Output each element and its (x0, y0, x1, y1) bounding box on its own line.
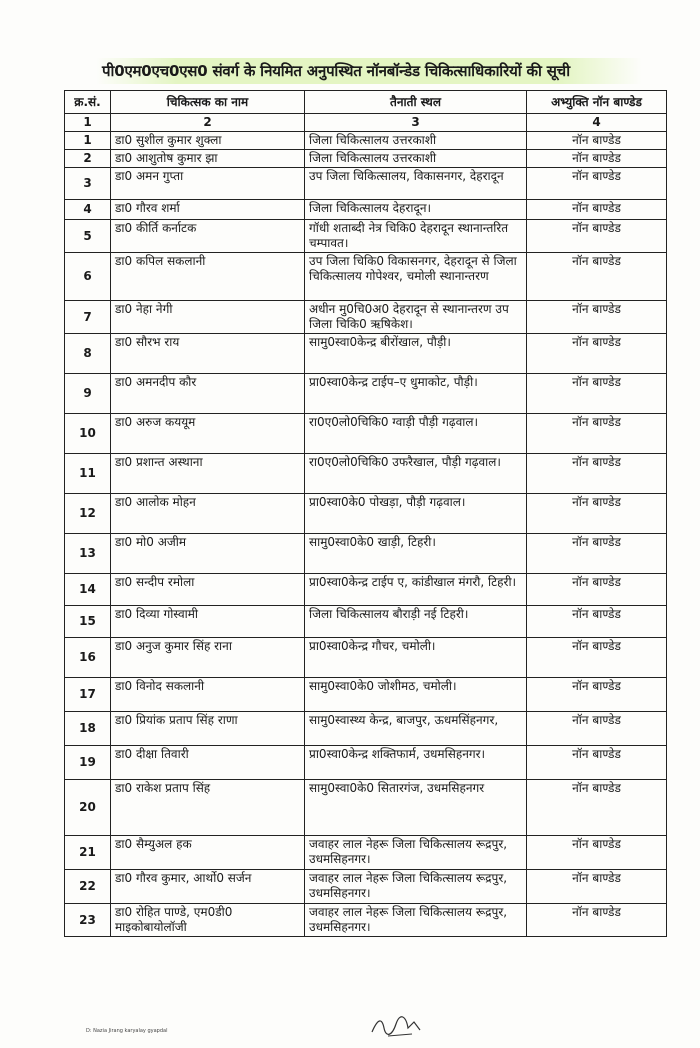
remarks-cell: नॉन बाण्डेड (527, 870, 667, 904)
remarks-cell: नॉन बाण्डेड (527, 200, 667, 220)
posting-place-cell: जिला चिकित्सालय देहरादून। (305, 200, 527, 220)
remarks-cell: नॉन बाण्डेड (527, 638, 667, 678)
posting-place-cell: सामु0स्वा0केन्द्र बीरोंखाल, पौड़ी। (305, 334, 527, 374)
posting-place-cell: जवाहर लाल नेहरू जिला चिकित्सालय रूद्रपुर, उधमसिहनगर। (305, 836, 527, 870)
doctor-name-cell: डा0 गौरव कुमार, आर्थो0 सर्जन (111, 870, 305, 904)
serial-number-cell: 15 (65, 606, 111, 638)
serial-number-cell: 5 (65, 220, 111, 253)
serial-number-cell: 2 (65, 150, 111, 168)
remarks-cell: नॉन बाण्डेड (527, 253, 667, 301)
serial-number-cell: 17 (65, 678, 111, 712)
table-row (65, 454, 667, 494)
serial-number-cell: 20 (65, 780, 111, 836)
header-serial-number: क्र.सं. (65, 91, 111, 114)
table-row (65, 534, 667, 574)
serial-number-cell: 7 (65, 301, 111, 334)
header-remarks: अभ्युक्ति नॉन बाण्डेड (527, 91, 667, 114)
posting-place-cell: सामु0स्वास्थ्य केन्द्र, बाजपुर, ऊधमसिंहनगर, (305, 712, 527, 746)
serial-number-cell: 3 (65, 168, 111, 200)
table-row (65, 150, 667, 168)
table-row (65, 253, 667, 301)
doctor-name-cell: डा0 सैम्युअल हक (111, 836, 305, 870)
doctor-name-cell: डा0 प्रियांक प्रताप सिंह राणा (111, 712, 305, 746)
posting-place-cell: सामु0स्वा0के0 जोशीमठ, चमोली। (305, 678, 527, 712)
doctor-name-cell: डा0 नेहा नेगी (111, 301, 305, 334)
doctor-name-cell: डा0 अमनदीप कौर (111, 374, 305, 414)
posting-place-cell: रा0ए0लो0चिकि0 ग्वाड़ी पौड़ी गढ़वाल। (305, 414, 527, 454)
serial-number-cell: 4 (65, 200, 111, 220)
doctor-name-cell: डा0 सौरभ राय (111, 334, 305, 374)
posting-place-cell: उप जिला चिकि0 विकासनगर, देहरादून से जिला चिकित्सालय गोपेश्वर, चमोली स्थानान्तरण (305, 253, 527, 301)
serial-number-cell: 14 (65, 574, 111, 606)
remarks-cell: नॉन बाण्डेड (527, 334, 667, 374)
serial-number-cell: 22 (65, 870, 111, 904)
serial-number-cell: 1 (65, 132, 111, 150)
doctor-name-cell: डा0 अरुज कययूम (111, 414, 305, 454)
remarks-cell: नॉन बाण्डेड (527, 534, 667, 574)
header-posting-place: तैनाती स्थल (305, 91, 527, 114)
column-number: 4 (527, 114, 667, 132)
posting-place-cell: जवाहर लाल नेहरू जिला चिकित्सालय रूद्रपुर, उधमसिहनगर। (305, 870, 527, 904)
remarks-cell: नॉन बाण्डेड (527, 454, 667, 494)
signature-mark (368, 1010, 428, 1040)
posting-place-cell: प्रा0स्वा0केन्द्र शक्तिफार्म, उधमसिहनगर। (305, 746, 527, 780)
serial-number-cell: 13 (65, 534, 111, 574)
posting-place-cell: प्रा0स्वा0केन्द्र गौचर, चमोली। (305, 638, 527, 678)
table-row (65, 678, 667, 712)
remarks-cell: नॉन बाण्डेड (527, 746, 667, 780)
doctor-list-table (64, 90, 667, 937)
posting-place-cell: प्रा0स्वा0के0 पोखड़ा, पौड़ी गढ़वाल। (305, 494, 527, 534)
table-row (65, 494, 667, 534)
column-number: 1 (65, 114, 111, 132)
table-row (65, 904, 667, 937)
doctor-name-cell: डा0 दीक्षा तिवारी (111, 746, 305, 780)
table-row (65, 574, 667, 606)
posting-place-cell: सामु0स्वा0के0 खाड़ी, टिहरी। (305, 534, 527, 574)
posting-place-cell: जवाहर लाल नेहरू जिला चिकित्सालय रूद्रपुर, उधमसिहनगर। (305, 904, 527, 937)
remarks-cell: नॉन बाण्डेड (527, 606, 667, 638)
doctor-name-cell: डा0 सुशील कुमार शुक्ला (111, 132, 305, 150)
serial-number-cell: 12 (65, 494, 111, 534)
table-row (65, 746, 667, 780)
table-row (65, 414, 667, 454)
table-row (65, 374, 667, 414)
column-number: 2 (111, 114, 305, 132)
table-row (65, 638, 667, 678)
doctor-name-cell: डा0 मो0 अजीम (111, 534, 305, 574)
remarks-cell: नॉन बाण्डेड (527, 414, 667, 454)
table-row (65, 606, 667, 638)
remarks-cell: नॉन बाण्डेड (527, 678, 667, 712)
serial-number-cell: 23 (65, 904, 111, 937)
header-doctor-name: चिकित्सक का नाम (111, 91, 305, 114)
doctor-name-cell: डा0 रोहित पाण्डे, एम0डी0 माइकोबायोलॉजी (111, 904, 305, 937)
remarks-cell: नॉन बाण्डेड (527, 301, 667, 334)
table-row (65, 712, 667, 746)
posting-place-cell: उप जिला चिकित्सालय, विकासनगर, देहरादून (305, 168, 527, 200)
serial-number-cell: 11 (65, 454, 111, 494)
posting-place-cell: अधीन मु0चि0अ0 देहरादून से स्थानान्तरण उप जिला चिकि0 ऋषिकेश। (305, 301, 527, 334)
header-row (65, 91, 667, 114)
column-number-row (65, 114, 667, 132)
remarks-cell: नॉन बाण्डेड (527, 574, 667, 606)
doctor-name-cell: डा0 कपिल सकलानी (111, 253, 305, 301)
doctor-name-cell: डा0 कीर्ति कर्नाटक (111, 220, 305, 253)
doctor-name-cell: डा0 राकेश प्रताप सिंह (111, 780, 305, 836)
serial-number-cell: 16 (65, 638, 111, 678)
table-row (65, 334, 667, 374)
posting-place-cell: रा0ए0लो0चिकि0 उफरैखाल, पौड़ी गढ़वाल। (305, 454, 527, 494)
doctor-name-cell: डा0 गौरव शर्मा (111, 200, 305, 220)
table-row (65, 780, 667, 836)
table-row (65, 870, 667, 904)
serial-number-cell: 6 (65, 253, 111, 301)
remarks-cell: नॉन बाण्डेड (527, 712, 667, 746)
table-row (65, 132, 667, 150)
posting-place-cell: प्रा0स्वा0केन्द्र टाईप–ए धुमाकोट, पौड़ी। (305, 374, 527, 414)
serial-number-cell: 10 (65, 414, 111, 454)
table-row (65, 301, 667, 334)
doctor-name-cell: डा0 अमन गुप्ता (111, 168, 305, 200)
table-body (65, 132, 667, 937)
doctor-name-cell: डा0 सन्दीप रमोला (111, 574, 305, 606)
serial-number-cell: 8 (65, 334, 111, 374)
serial-number-cell: 18 (65, 712, 111, 746)
posting-place-cell: जिला चिकित्सालय उत्तरकाशी (305, 150, 527, 168)
footer-note: D: Nazia Jirang karyalay gyapdal (86, 1028, 168, 1034)
table-row (65, 200, 667, 220)
remarks-cell: नॉन बाण्डेड (527, 904, 667, 937)
remarks-cell: नॉन बाण्डेड (527, 168, 667, 200)
serial-number-cell: 21 (65, 836, 111, 870)
remarks-cell: नॉन बाण्डेड (527, 780, 667, 836)
table-row (65, 168, 667, 200)
doctor-name-cell: डा0 विनोद सकलानी (111, 678, 305, 712)
serial-number-cell: 9 (65, 374, 111, 414)
remarks-cell: नॉन बाण्डेड (527, 494, 667, 534)
remarks-cell: नॉन बाण्डेड (527, 836, 667, 870)
posting-place-cell: जिला चिकित्सालय उत्तरकाशी (305, 132, 527, 150)
doctor-name-cell: डा0 आशुतोष कुमार झा (111, 150, 305, 168)
remarks-cell: नॉन बाण्डेड (527, 132, 667, 150)
posting-place-cell: सामु0स्वा0के0 सितारगंज, उधमसिहनगर (305, 780, 527, 836)
serial-number-cell: 19 (65, 746, 111, 780)
table-row (65, 836, 667, 870)
doctor-name-cell: डा0 अनुज कुमार सिंह राना (111, 638, 305, 678)
doctor-name-cell: डा0 प्रशान्त अस्थाना (111, 454, 305, 494)
posting-place-cell: जिला चिकित्सालय बौराड़ी नई टिहरी। (305, 606, 527, 638)
column-number: 3 (305, 114, 527, 132)
document-title: पी0एम0एच0एस0 संवर्ग के नियमित अनुपस्थित नॉनबॉन्डेड चिकित्साधिकारियों की सूची (96, 58, 642, 84)
doctor-name-cell: डा0 आलोक मोहन (111, 494, 305, 534)
remarks-cell: नॉन बाण्डेड (527, 220, 667, 253)
posting-place-cell: गॉधी शताब्दी नेत्र चिकि0 देहरादून स्थानान्तरित चम्पावत। (305, 220, 527, 253)
posting-place-cell: प्रा0स्वा0केन्द्र टाईप ए, कांडीखाल मंगरौ, टिहरी। (305, 574, 527, 606)
remarks-cell: नॉन बाण्डेड (527, 374, 667, 414)
table-row (65, 220, 667, 253)
doctor-name-cell: डा0 दिव्या गोस्वामी (111, 606, 305, 638)
remarks-cell: नॉन बाण्डेड (527, 150, 667, 168)
